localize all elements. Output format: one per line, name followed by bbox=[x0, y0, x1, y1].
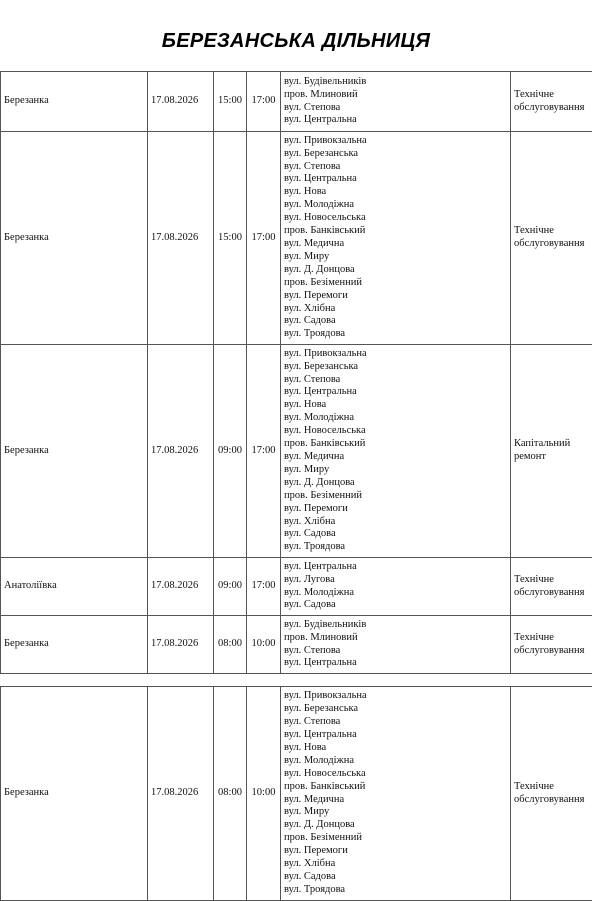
street-item: вул. Новосельська bbox=[284, 425, 507, 438]
streets-cell bbox=[281, 132, 511, 345]
street-item: вул. Привокзальна bbox=[284, 690, 507, 703]
street-item: вул. Перемоги bbox=[284, 290, 507, 303]
street-item: вул. Березанська bbox=[284, 148, 507, 161]
street-item: вул. Березанська bbox=[284, 361, 507, 374]
street-item: вул. Садова bbox=[284, 528, 507, 541]
schedule-table-continued bbox=[0, 686, 592, 901]
street-item: пров. Безіменний bbox=[284, 277, 507, 290]
date-cell: 17.08.2026 bbox=[148, 345, 214, 558]
table-row bbox=[1, 132, 592, 345]
street-item: вул. Березанська bbox=[284, 703, 507, 716]
street-item: вул. Садова bbox=[284, 871, 507, 884]
street-item: вул. Миру bbox=[284, 464, 507, 477]
street-item: вул. Медична bbox=[284, 451, 507, 464]
work-type-cell: Технічне обслуговування bbox=[511, 558, 592, 616]
streets-cell bbox=[281, 687, 511, 901]
table-row bbox=[1, 687, 592, 901]
streets-cell bbox=[281, 558, 511, 616]
street-item: вул. Садова bbox=[284, 599, 507, 612]
street-item: пров. Безіменний bbox=[284, 490, 507, 503]
start-time-cell: 08:00 bbox=[214, 687, 247, 901]
street-item: вул. Центральна bbox=[284, 386, 507, 399]
work-type-cell: Технічне обслуговування bbox=[511, 132, 592, 345]
end-time-cell: 10:00 bbox=[247, 616, 281, 674]
street-item: вул. Троядова bbox=[284, 541, 507, 554]
start-time-cell: 08:00 bbox=[214, 616, 247, 674]
street-item: вул. Троядова bbox=[284, 328, 507, 341]
street-item: пров. Млиновий bbox=[284, 89, 507, 102]
start-time-cell: 09:00 bbox=[214, 558, 247, 616]
village-cell: Березанка bbox=[1, 132, 148, 345]
streets-cell bbox=[281, 345, 511, 558]
street-item: вул. Центральна bbox=[284, 114, 507, 127]
street-item: вул. Молодіжна bbox=[284, 587, 507, 600]
street-item: вул. Центральна bbox=[284, 657, 507, 670]
table-row bbox=[1, 72, 592, 132]
table-row bbox=[1, 616, 592, 674]
street-item: пров. Млиновий bbox=[284, 632, 507, 645]
street-item: пров. Банківський bbox=[284, 225, 507, 238]
end-time-cell: 17:00 bbox=[247, 558, 281, 616]
date-cell: 17.08.2026 bbox=[148, 72, 214, 132]
end-time-cell: 17:00 bbox=[247, 72, 281, 132]
street-item: вул. Нова bbox=[284, 186, 507, 199]
street-item: вул. Медична bbox=[284, 794, 507, 807]
village-cell: Анатоліївка bbox=[1, 558, 148, 616]
street-item: вул. Привокзальна bbox=[284, 135, 507, 148]
street-item: вул. Степова bbox=[284, 645, 507, 658]
street-item: вул. Центральна bbox=[284, 173, 507, 186]
street-item: вул. Новосельська bbox=[284, 768, 507, 781]
street-item: вул. Д. Донцова bbox=[284, 264, 507, 277]
village-cell: Березанка bbox=[1, 687, 148, 901]
schedule-table bbox=[0, 71, 592, 674]
street-item: вул. Перемоги bbox=[284, 845, 507, 858]
street-item: вул. Нова bbox=[284, 742, 507, 755]
table-row bbox=[1, 558, 592, 616]
street-item: вул. Молодіжна bbox=[284, 755, 507, 768]
street-item: вул. Центральна bbox=[284, 729, 507, 742]
start-time-cell: 15:00 bbox=[214, 132, 247, 345]
street-item: вул. Перемоги bbox=[284, 503, 507, 516]
end-time-cell: 10:00 bbox=[247, 687, 281, 901]
street-item: вул. Нова bbox=[284, 399, 507, 412]
work-type-cell: Капітальний ремонт bbox=[511, 345, 592, 558]
street-item: пров. Банківський bbox=[284, 438, 507, 451]
street-item: вул. Молодіжна bbox=[284, 412, 507, 425]
street-item: вул. Степова bbox=[284, 374, 507, 387]
street-item: вул. Степова bbox=[284, 716, 507, 729]
date-cell: 17.08.2026 bbox=[148, 616, 214, 674]
date-cell: 17.08.2026 bbox=[148, 558, 214, 616]
street-item: вул. Новосельська bbox=[284, 212, 507, 225]
work-type-cell: Технічне обслуговування bbox=[511, 616, 592, 674]
village-cell: Березанка bbox=[1, 345, 148, 558]
streets-cell bbox=[281, 616, 511, 674]
street-item: вул. Привокзальна bbox=[284, 348, 507, 361]
end-time-cell: 17:00 bbox=[247, 345, 281, 558]
street-item: вул. Степова bbox=[284, 161, 507, 174]
street-item: вул. Будівельників bbox=[284, 76, 507, 89]
street-item: вул. Садова bbox=[284, 315, 507, 328]
street-item: вул. Центральна bbox=[284, 561, 507, 574]
street-item: вул. Хлібна bbox=[284, 303, 507, 316]
street-item: вул. Степова bbox=[284, 102, 507, 115]
work-type-cell: Технічне обслуговування bbox=[511, 72, 592, 132]
street-item: вул. Молодіжна bbox=[284, 199, 507, 212]
street-item: вул. Д. Донцова bbox=[284, 477, 507, 490]
village-cell: Березанка bbox=[1, 72, 148, 132]
table-row bbox=[1, 345, 592, 558]
street-item: вул. Миру bbox=[284, 806, 507, 819]
street-item: вул. Хлібна bbox=[284, 516, 507, 529]
end-time-cell: 17:00 bbox=[247, 132, 281, 345]
street-item: вул. Медична bbox=[284, 238, 507, 251]
street-item: вул. Хлібна bbox=[284, 858, 507, 871]
street-item: вул. Д. Донцова bbox=[284, 819, 507, 832]
date-cell: 17.08.2026 bbox=[148, 687, 214, 901]
street-item: пров. Банківський bbox=[284, 781, 507, 794]
village-cell: Березанка bbox=[1, 616, 148, 674]
start-time-cell: 09:00 bbox=[214, 345, 247, 558]
street-item: вул. Троядова bbox=[284, 884, 507, 897]
streets-cell bbox=[281, 72, 511, 132]
work-type-cell: Технічне обслуговування bbox=[511, 687, 592, 901]
start-time-cell: 15:00 bbox=[214, 72, 247, 132]
date-cell: 17.08.2026 bbox=[148, 132, 214, 345]
street-item: вул. Миру bbox=[284, 251, 507, 264]
street-item: пров. Безіменний bbox=[284, 832, 507, 845]
page-title: БЕРЕЗАНСЬКА ДІЛЬНИЦЯ bbox=[0, 30, 592, 53]
street-item: вул. Будівельників bbox=[284, 619, 507, 632]
street-item: вул. Лугова bbox=[284, 574, 507, 587]
